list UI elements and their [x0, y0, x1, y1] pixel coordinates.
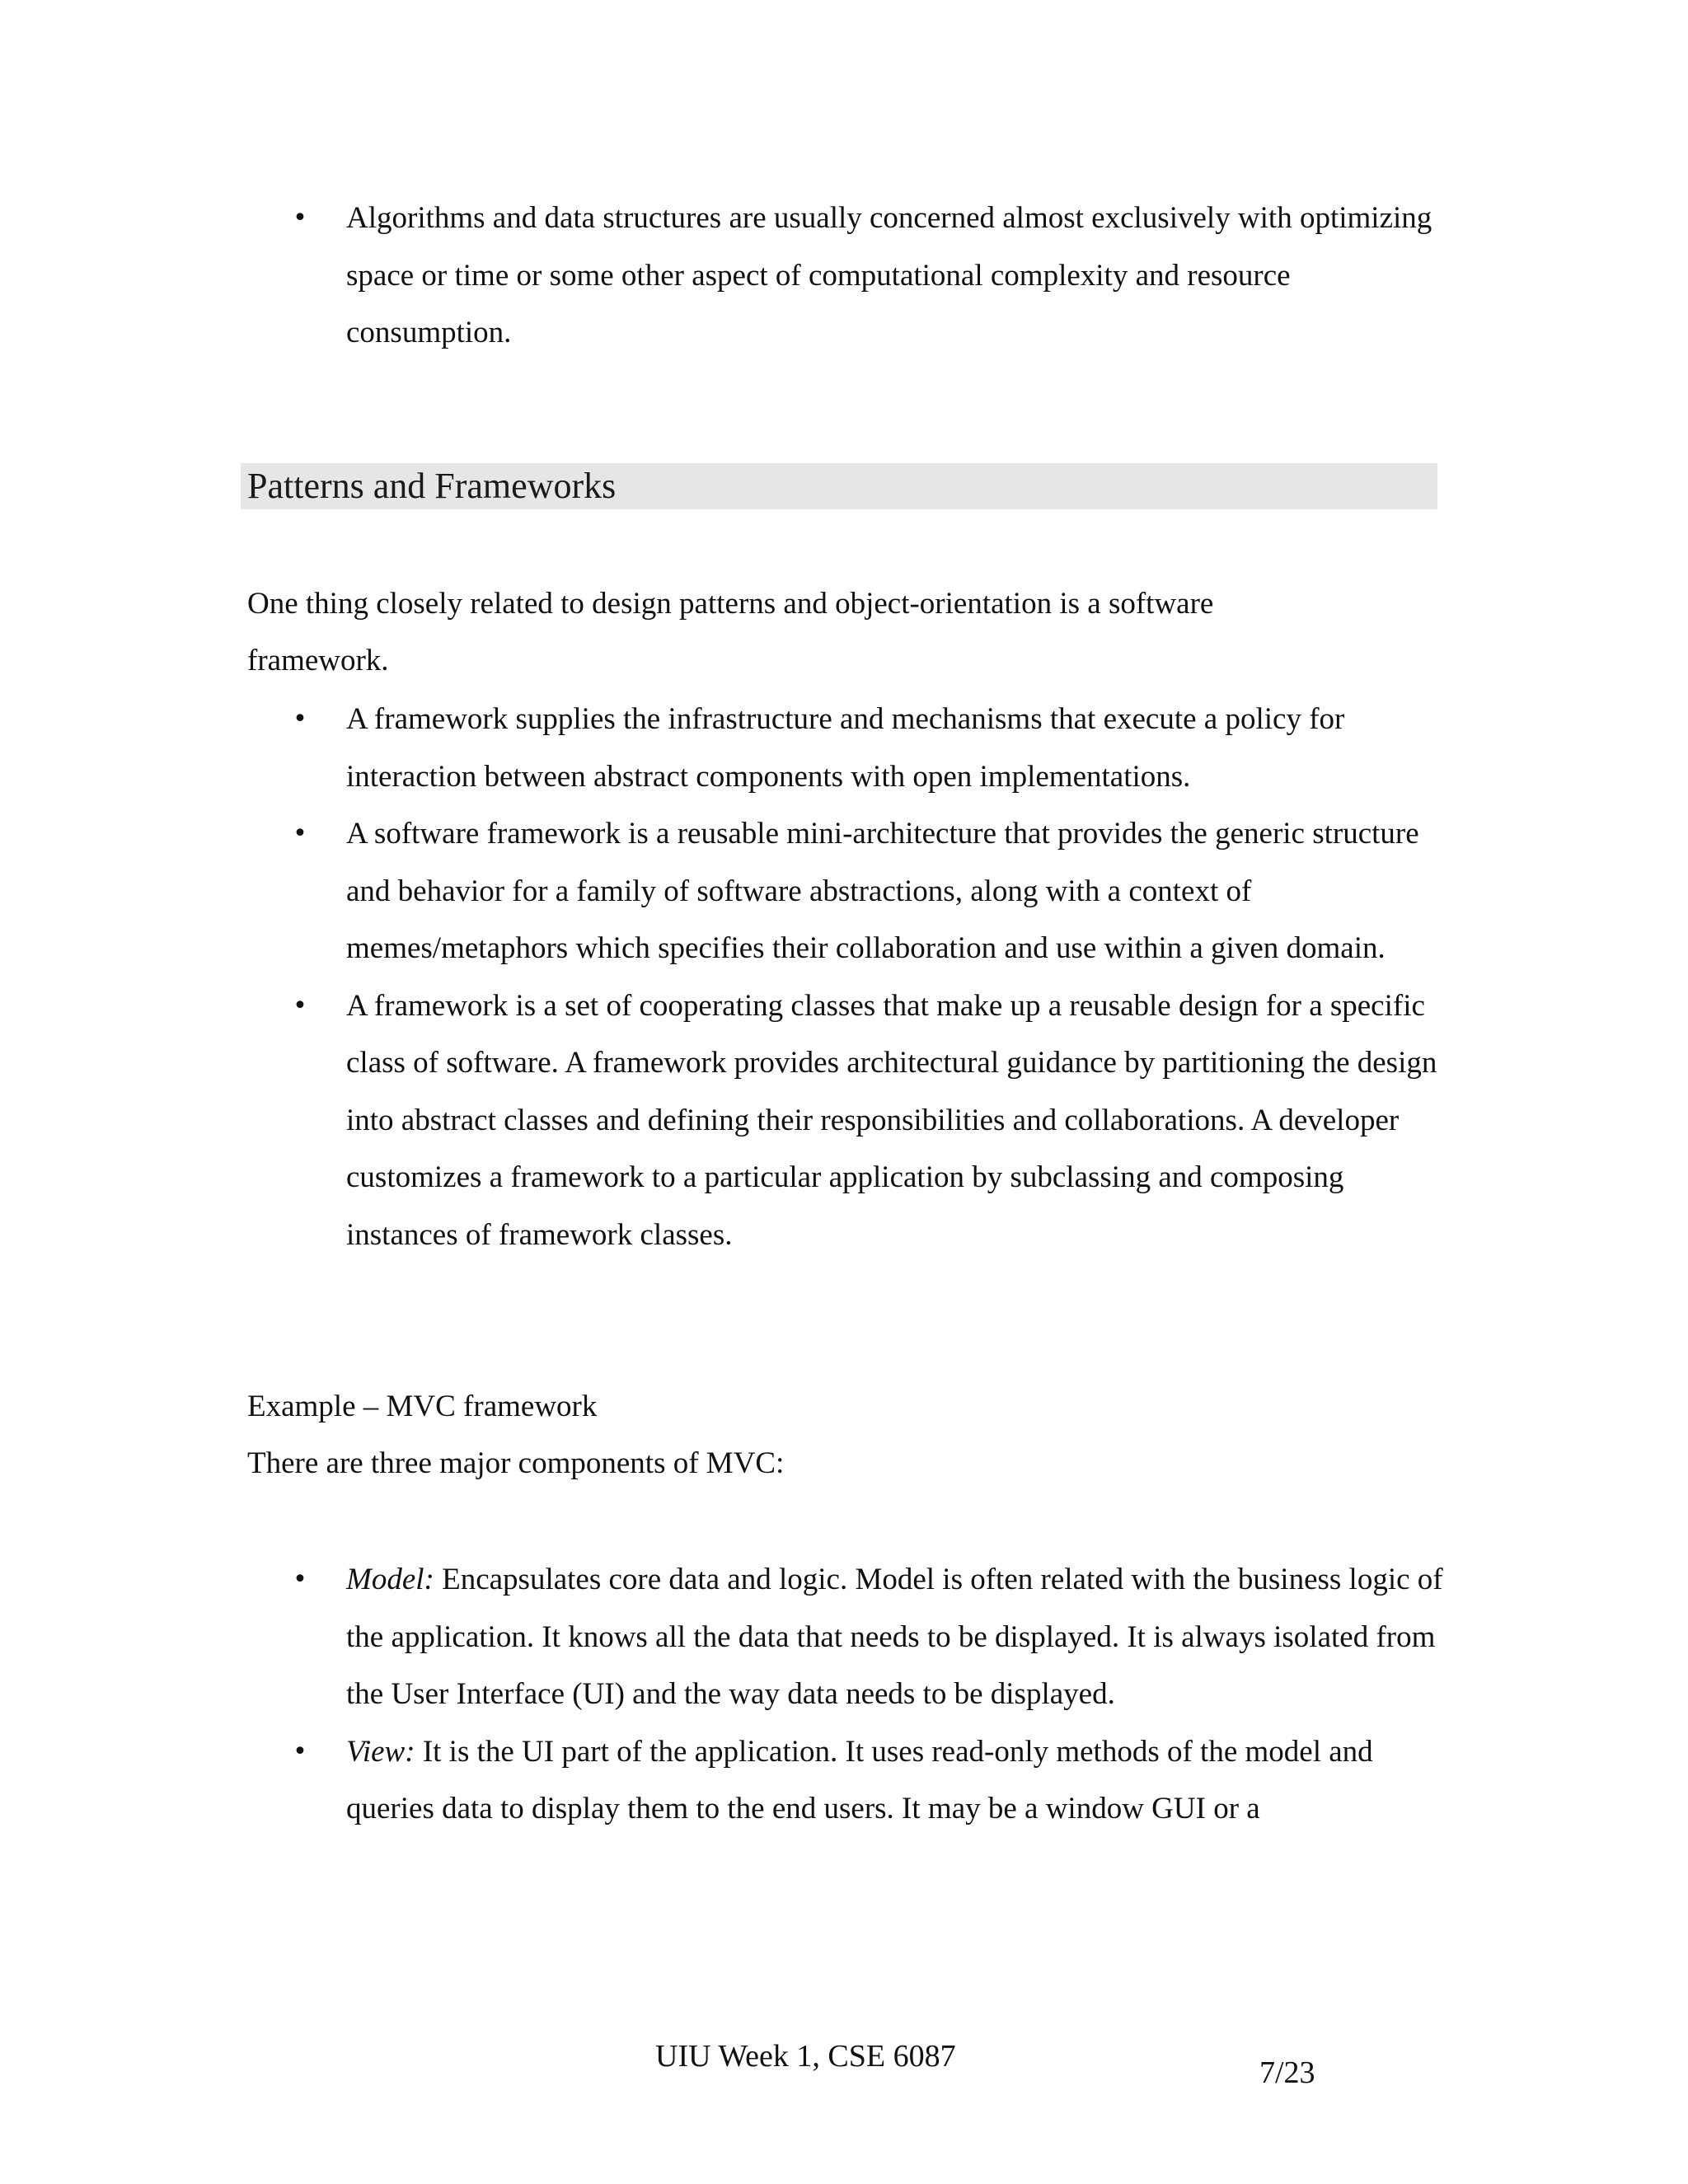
footer-course-label: UIU Week 1, CSE 6087: [655, 2039, 956, 2074]
example-title: Example – MVC framework: [247, 1390, 598, 1423]
section-heading-text: Patterns and Frameworks: [247, 466, 617, 506]
list-item: [290, 1723, 1444, 1838]
bullet-text: A software framework is a reusable mini-architecture that provides the generic structure and behavior for a family of software abstractions, along with a context of memes/metaphors which specifies their collaboration and use within a given domain.: [346, 817, 1419, 965]
bullet-text: A framework is a set of cooperating classes that make up a reusable design for a specific class of software. A framework provides architectural guidance by partitioning the design into abstract classes and defining their responsibilities and collaborations. A developer customizes a framework to a particular application by subclassing and composing instances of framework classes.: [346, 988, 1437, 1252]
bullet-icon: •: [293, 204, 307, 232]
list-item: [290, 1551, 1444, 1723]
bullet-text: [346, 1551, 1444, 1723]
mvc-term-model: Model:: [346, 1563, 434, 1596]
mvc-description-model: Encapsulates core data and logic. Model is often related with the business logic of the application. It knows all the data that needs to be displayed. It is always isolated from the User Interface (UI) and the way data needs to be displayed.: [346, 1563, 1443, 1711]
bullet-icon: •: [293, 1565, 307, 1594]
bullet-text: A framework supplies the infrastructure and mechanisms that execute a policy for interaction between abstract components with open implementations.: [346, 702, 1345, 794]
footer-page-number: 7/23: [1259, 2055, 1315, 2090]
bullet-text: [346, 1723, 1444, 1838]
bullet-text: Algorithms and data structures are usually concerned almost exclusively with optimizing space or time or some other aspect of computational complexity and resource consumption.: [346, 201, 1432, 349]
list-item: [290, 190, 1436, 362]
intro-bullet-list: [290, 190, 1436, 362]
mvc-bullet-list: [290, 1551, 1444, 1838]
list-item: [290, 805, 1444, 977]
intro-paragraph: One thing closely related to design patterns and object-orientation is a software framework.: [247, 587, 1214, 677]
bullet-icon: •: [293, 991, 307, 1020]
example-subtitle: There are three major components of MVC:: [247, 1446, 785, 1480]
framework-bullet-list: [290, 691, 1444, 1263]
section-heading: [241, 463, 1437, 509]
mvc-description-view: It is the UI part of the application. It uses read-only methods of the model and queries data to display them to the end users. It may be a window GUI or a: [346, 1734, 1373, 1825]
bullet-icon: •: [293, 819, 307, 848]
mvc-term-view: View:: [346, 1734, 415, 1769]
list-item: [290, 691, 1444, 805]
list-item: [290, 977, 1444, 1264]
bullet-icon: •: [293, 705, 307, 733]
bullet-icon: •: [293, 1736, 307, 1766]
